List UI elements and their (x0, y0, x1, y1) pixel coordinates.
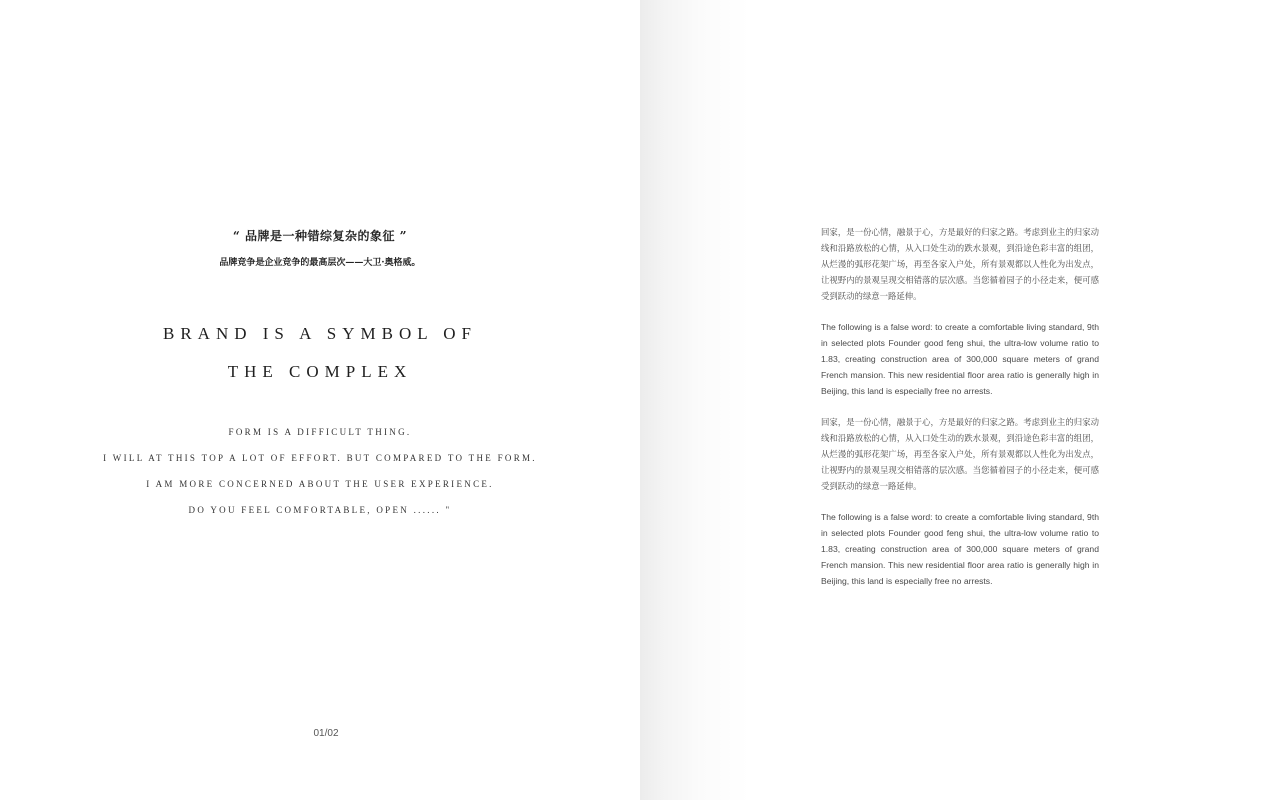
paragraph-chinese-2: 回家，是一份心情，融景于心，方是最好的归家之路。考虑到业主的归家动线和沿路放松的心情，从入口处生动的跌水景观，到沿途色彩丰富的组团，从烂漫的弧形花架广场，再至各家入户处，所有景观都以人性化为出发点，让视野内的景观呈现交相错落的层次感。当您循着园子的小径走来，便可感受到跃动的绿意一路延伸。 (821, 417, 1099, 491)
paragraph-english-1: The following is a false word: to create a comfortable living standard, 9th in selected plots Founder good feng shui, the ultra-low volume ratio to 1.83, creating construction area of 300,000 square meters of grand French mansion. This new residential floor area ratio is generally high in Beijing, this land is especially free no arrests. (821, 322, 1099, 396)
quote-title: “ 品牌是一种错综复杂的象征 ” (232, 229, 408, 243)
page-number: 01/02 (313, 728, 339, 739)
body-line-3: I AM MORE CONCERNED ABOUT THE USER EXPERIENCE. (146, 479, 494, 489)
body-line-4: DO YOU FEEL COMFORTABLE, OPEN ...... " (188, 505, 452, 515)
quote-subtitle: 品牌竞争是企业竞争的最高层次——大卫·奥格威。 (219, 258, 421, 268)
right-page (640, 0, 1280, 800)
text-column (821, 224, 1099, 604)
headline-line-1: BRAND IS A SYMBOL OF (163, 324, 477, 343)
paragraph-chinese-1: 回家，是一份心情，融景于心，方是最好的归家之路。考虑到业主的归家动线和沿路放松的心情，从入口处生动的跌水景观，到沿途色彩丰富的组团，从烂漫的弧形花架广场，再至各家入户处，所有景观都以人性化为出发点，让视野内的景观呈现交相错落的层次感。当您循着园子的小径走来，便可感受到跃动的绿意一路延伸。 (821, 227, 1099, 301)
body-line-2: I WILL AT THIS TOP A LOT OF EFFORT. BUT COMPARED TO THE FORM. (103, 453, 537, 463)
headline-line-2: THE COMPLEX (227, 362, 413, 381)
body-line-1: FORM IS A DIFFICULT THING. (228, 427, 412, 437)
paragraph-english-2: The following is a false word: to create a comfortable living standard, 9th in selected plots Founder good feng shui, the ultra-low volume ratio to 1.83, creating construction area of 300,000 square meters of grand French mansion. This new residential floor area ratio is generally high in Beijing, this land is especially free no arrests. (821, 512, 1099, 586)
